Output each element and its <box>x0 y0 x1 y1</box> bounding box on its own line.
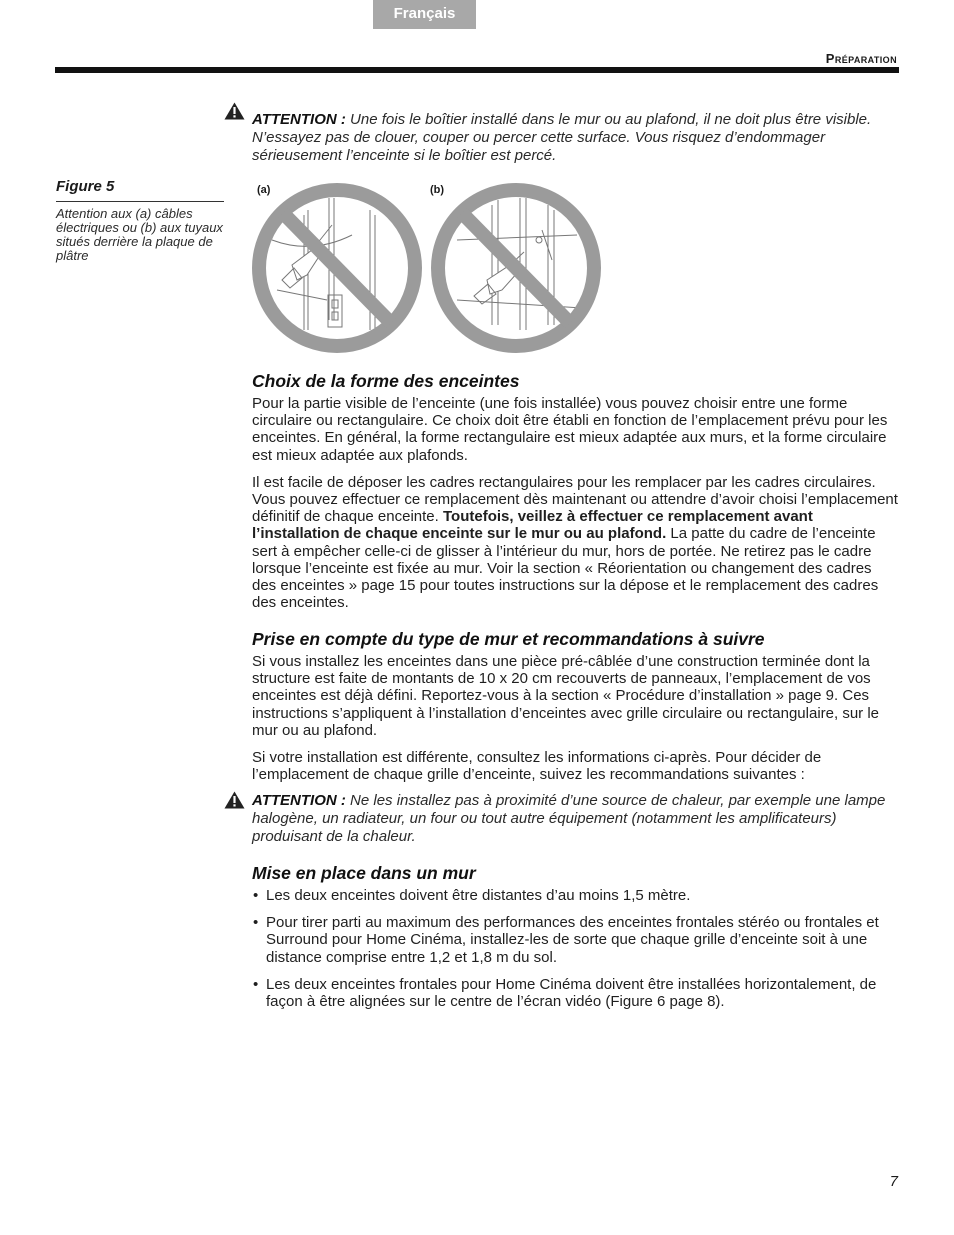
figure-label-b: (b) <box>430 184 445 196</box>
prohibition-sign-icon <box>259 190 415 346</box>
warning-text-1 <box>252 111 902 165</box>
section-wall-placement <box>252 862 898 1010</box>
section-choice-of-shape <box>252 370 898 611</box>
section-wall-type <box>252 628 898 783</box>
warning-body: Une fois le boîtier installé dans le mur ou au plafond, il ne doit plus être visible. N’essayez pas de clouer, couper ou percer cette surface. Vous risquez d’endommager sérieusement l’enceinte si le boîtier est percé. <box>252 111 872 164</box>
figure-label-a: (a) <box>257 184 271 196</box>
list-item: • Pour tirer parti au maximum des performances des enceintes frontales stéréo ou frontales et Surround pour Home Cinéma, installez-les de sorte que chaque grille d’enceinte soit à une distance comprise entre 1,2 et 1,8 m du sol. <box>252 914 898 966</box>
bullet-list <box>252 887 898 1010</box>
section-heading: Prise en compte du type de mur et recommandations à suivre <box>252 629 765 649</box>
warning-label: ATTENTION : <box>252 111 346 128</box>
page-number: 7 <box>889 1173 898 1190</box>
list-item: • Les deux enceintes doivent être distantes d’au moins 1,5 mètre. <box>252 887 898 904</box>
figure-description: Attention aux (a) câbles électriques ou (b) aux tuyaux situés derrière la plaque de plâtre <box>56 206 223 263</box>
paragraph: Si votre installation est différente, consultez les informations ci-après. Pour décider de l’emplacement de chaque grille d’enceinte, suivez les recommandations suivantes : <box>252 749 822 784</box>
prohibition-sign-icon <box>438 190 594 346</box>
warning-triangle-icon <box>224 791 245 809</box>
warning-text-2 <box>252 792 902 846</box>
paragraph: Si vous installez les enceintes dans une pièce pré-câblée d’une construction terminée dont la structure est faite de montants de 10 x 20 cm recouverts de panneaux, l’emplacement de vos enceintes est déjà défini. Reportez-vous à la section « Procédure d’installation » page 9. Ces instructions s’appliquent à l’installation d’enceintes avec grille circulaire ou rectangulaire, sur le mur ou au plafond. <box>252 653 879 739</box>
language-tab[interactable]: Français <box>373 0 476 29</box>
figure-title: Figure 5 <box>56 178 224 202</box>
section-heading: Mise en place dans un mur <box>252 863 476 883</box>
figure-caption <box>56 178 224 263</box>
list-item: • Les deux enceintes frontales pour Home Cinéma doivent être installées horizontalement, de façon à être alignées sur le centre de l’écran vidéo (Figure 6 page 8). <box>252 976 898 1010</box>
warning-label: ATTENTION : <box>252 792 346 809</box>
section-title: Préparation <box>825 51 897 66</box>
section-heading: Choix de la forme des enceintes <box>252 371 520 391</box>
warning-body: Ne les installez pas à proximité d’une source de chaleur, par exemple une lampe halogène, un radiateur, un four ou tout autre équipement (notamment les amplificateurs) produisant de la chaleur. <box>252 792 886 845</box>
warning-triangle-icon <box>224 102 245 120</box>
paragraph: Il est facile de déposer les cadres rectangulaires pour les remplacer par les cadres circulaires. Vous pouvez effectuer ce remplacement dès maintenant ou attendre d’avoir choisi l’emplacement définitif de chaque enceinte. Toutefois, veillez à effectuer ce remplacement avant l’installation de chaque enceinte sur le mur ou au plafond. La patte du cadre de l’enceinte sert à empêcher celle-ci de glisser à l’intérieur du mur, hors de portée. Ne retirez pas le cadre lorsque l’enceinte est fixée au mur. Voir la section « Réorientation ou changement des cadres des enceintes » page 15 pour toutes instructions sur la dépose et le remplacement des cadres des enceintes. <box>252 473 898 612</box>
figure-illustration <box>252 180 604 355</box>
paragraph: Pour la partie visible de l’enceinte (une fois installée) vous pouvez choisir entre une forme circulaire ou rectangulaire. Ce choix doit être établi en fonction de l’emplacement prévu pour les enceintes. En général, la forme rectangulaire est mieux adaptée aux murs, et la forme circulaire est mieux adaptée aux plafonds. <box>252 395 888 464</box>
header-rule <box>55 67 899 73</box>
